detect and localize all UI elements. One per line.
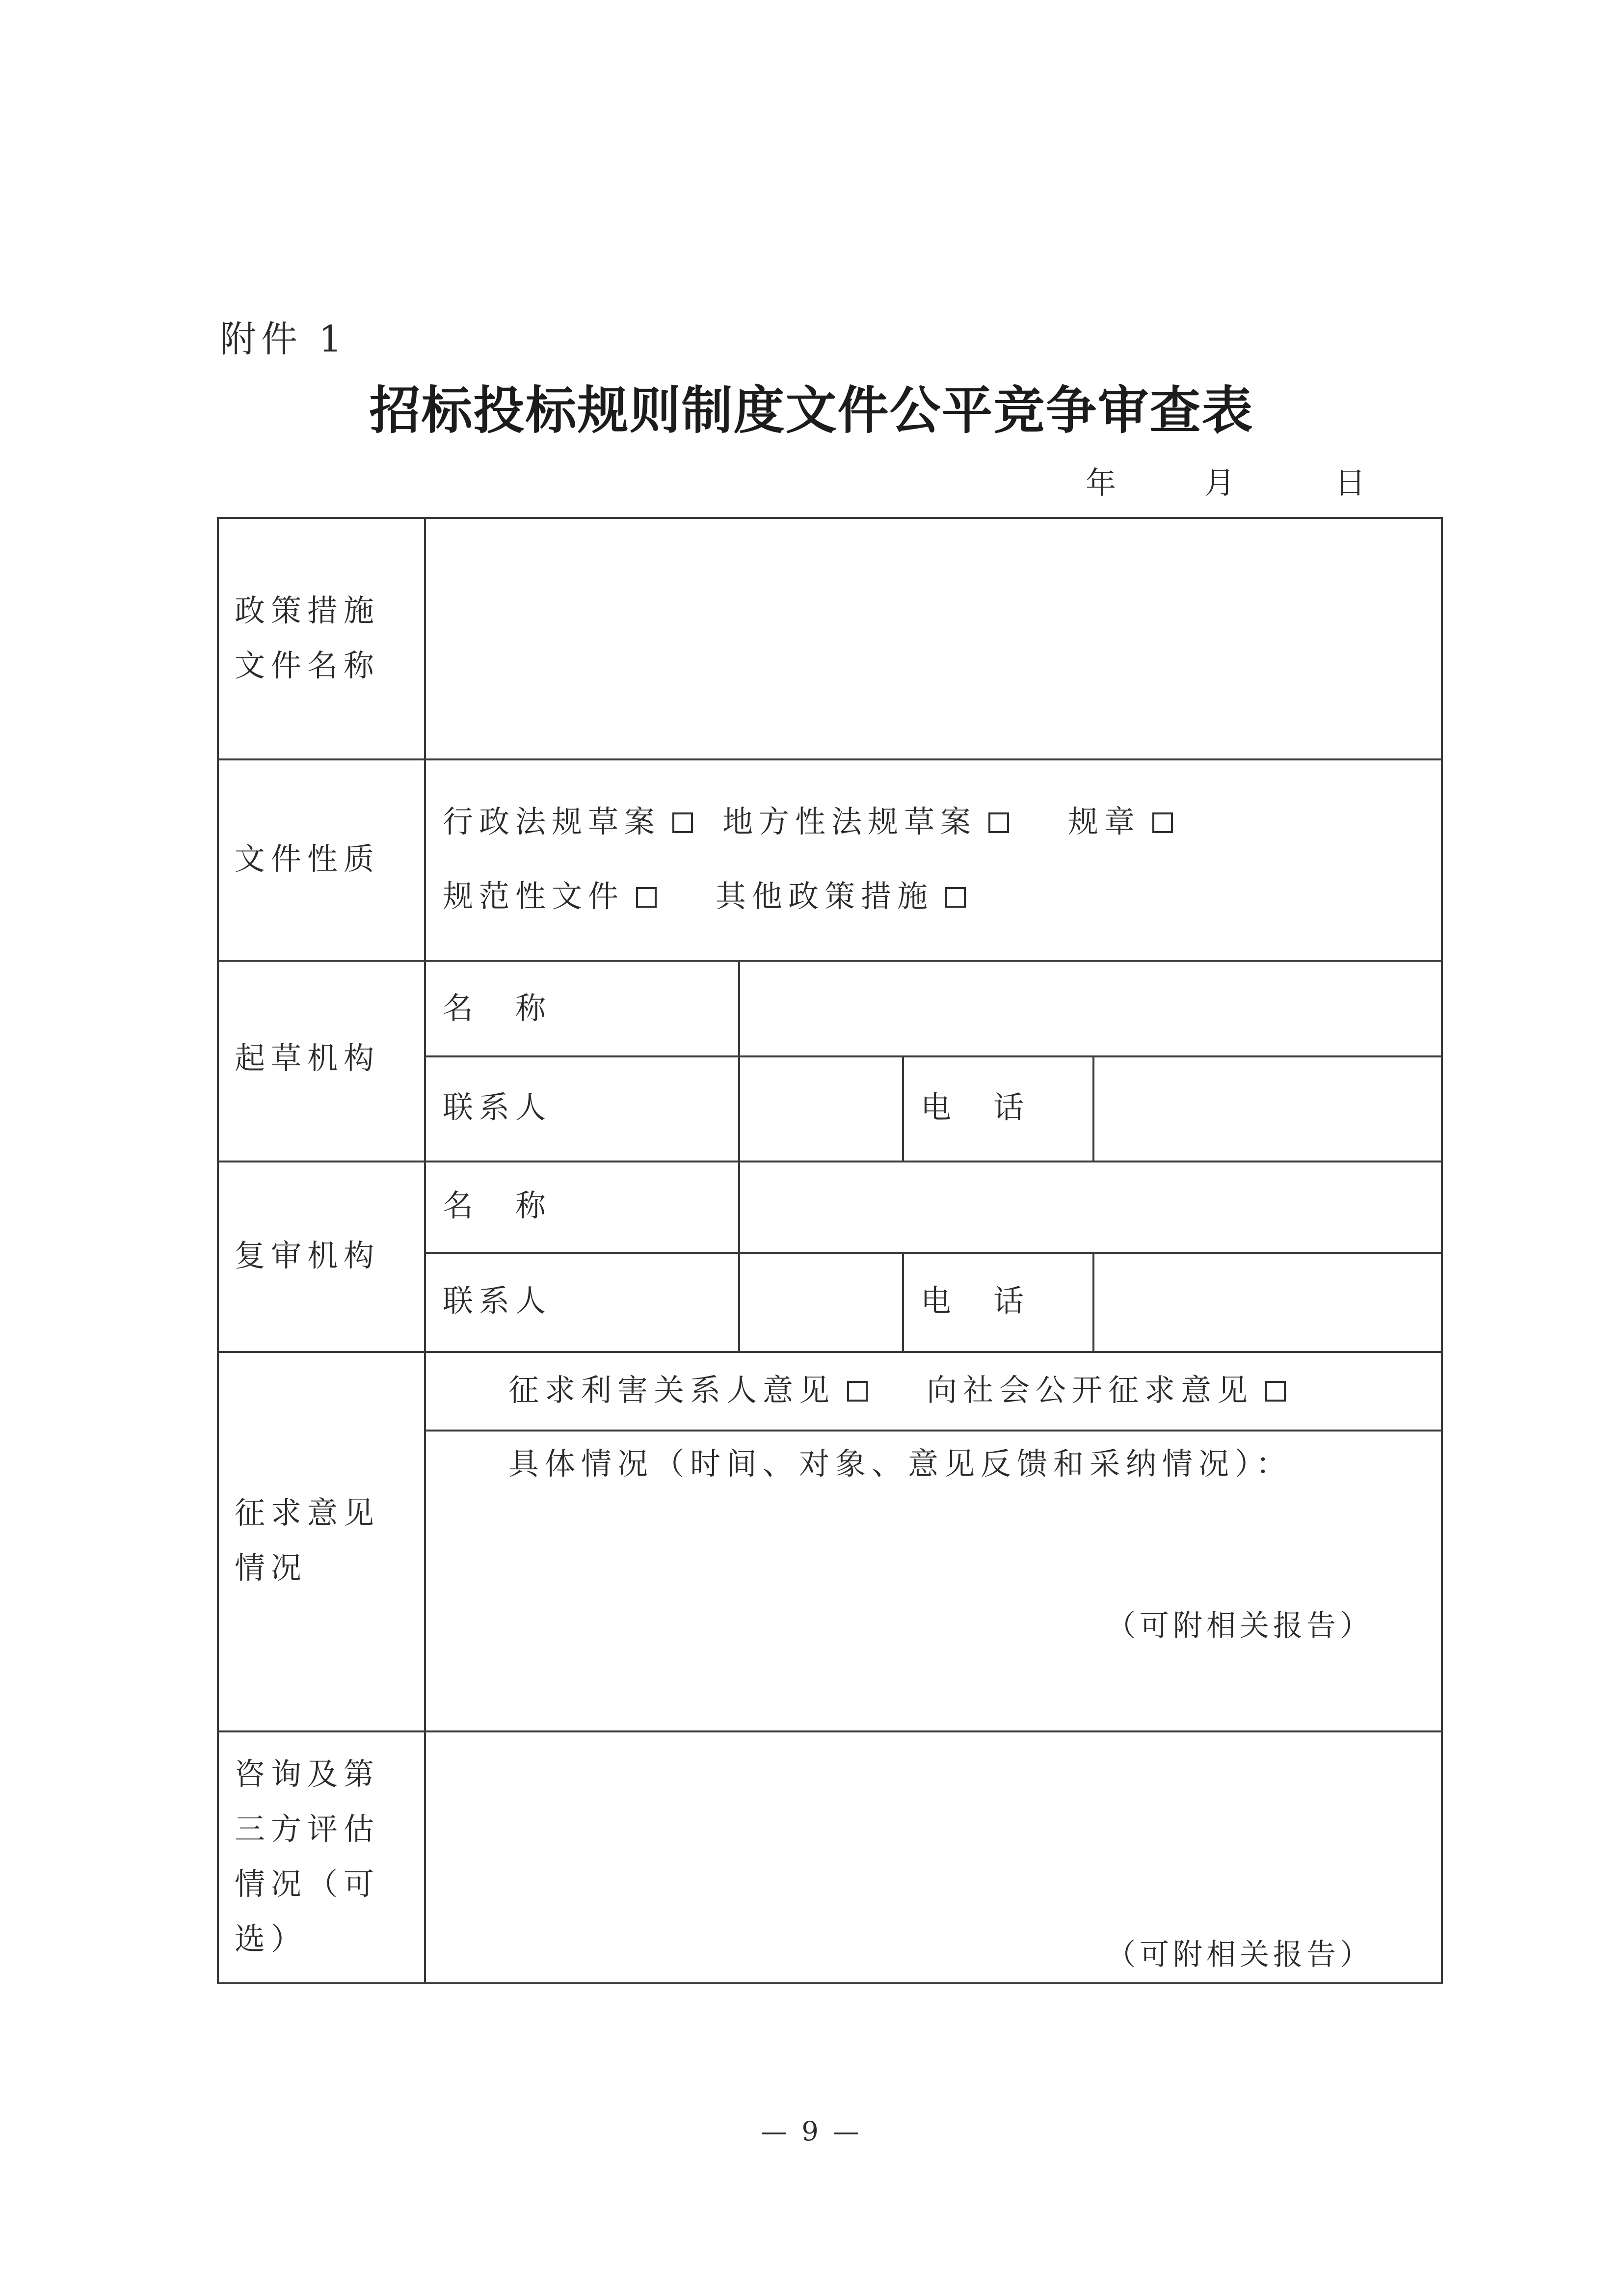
consultation-field[interactable] bbox=[427, 1733, 1439, 1930]
review-org-name-label: 名 称 bbox=[443, 1188, 552, 1223]
row-divider bbox=[217, 1351, 1443, 1353]
attachment-label: 附件 1 bbox=[220, 318, 347, 360]
drafting-org-name-field[interactable] bbox=[741, 963, 1439, 1053]
opinion-details-field[interactable] bbox=[427, 1487, 1439, 1605]
option-normative-doc-label: 规范性文件 bbox=[443, 878, 625, 914]
option-other-policy-checkbox[interactable] bbox=[945, 887, 966, 908]
column-divider bbox=[902, 1055, 904, 1161]
row-divider bbox=[217, 758, 1443, 760]
option-other-policy-label: 其他政策措施 bbox=[716, 878, 934, 914]
option-public-label: 向社会公开征求意见 bbox=[927, 1372, 1254, 1408]
drafting-org-contact-field[interactable] bbox=[741, 1058, 900, 1159]
table-border-bottom bbox=[217, 1982, 1443, 1984]
opinion-details-prompt: 具体情况（时间、对象、意见反馈和采纳情况）： bbox=[508, 1446, 1293, 1482]
page-title: 招标投标规则制度文件公平竞争审查表 bbox=[369, 380, 1254, 440]
drafting-org-phone-field[interactable] bbox=[1095, 1058, 1439, 1159]
row-divider bbox=[425, 1430, 1443, 1432]
row-divider bbox=[217, 1730, 1443, 1732]
row-divider bbox=[425, 1055, 1443, 1057]
table-border-left bbox=[217, 517, 219, 1984]
option-stakeholders-checkbox[interactable] bbox=[847, 1381, 868, 1402]
policy-name-label: 政策措施 文件名称 bbox=[235, 593, 380, 683]
table-border-top bbox=[217, 517, 1443, 519]
row-divider bbox=[425, 1252, 1443, 1254]
column-divider bbox=[1092, 1055, 1094, 1161]
opinion-attach-note: （可附相关报告） bbox=[1106, 1609, 1373, 1643]
drafting-org-phone-label: 电 话 bbox=[921, 1089, 1030, 1125]
drafting-org-label: 起草机构 bbox=[235, 1040, 380, 1076]
date-day-label: 日 bbox=[1335, 465, 1366, 501]
option-normative-doc-checkbox[interactable] bbox=[636, 887, 657, 908]
option-rules-checkbox[interactable] bbox=[1152, 812, 1173, 833]
policy-name-field[interactable] bbox=[427, 520, 1439, 756]
doc-nature-label: 文件性质 bbox=[235, 841, 380, 877]
option-local-regulation-label: 地方性法规草案 bbox=[722, 804, 977, 839]
column-divider bbox=[424, 517, 426, 1984]
review-org-label: 复审机构 bbox=[235, 1238, 380, 1273]
doc-nature-options-line1 bbox=[443, 794, 1173, 849]
review-org-contact-field[interactable] bbox=[741, 1255, 900, 1349]
table-border-right bbox=[1441, 517, 1443, 1984]
column-divider bbox=[1092, 1252, 1094, 1351]
row-divider bbox=[217, 1161, 1443, 1162]
option-stakeholders-label: 征求利害关系人意见 bbox=[508, 1372, 836, 1408]
consultation-label: 咨询及第 三方评估 情况（可 选） bbox=[235, 1756, 380, 1957]
review-org-contact-label: 联系人 bbox=[443, 1283, 552, 1319]
review-org-name-field[interactable] bbox=[741, 1163, 1439, 1250]
option-admin-regulation-checkbox[interactable] bbox=[672, 812, 693, 833]
row-divider bbox=[217, 960, 1443, 962]
page-number: — 9 — bbox=[761, 2116, 862, 2147]
date-month-label: 月 bbox=[1204, 465, 1235, 501]
opinion-options bbox=[508, 1363, 1286, 1418]
option-public-checkbox[interactable] bbox=[1265, 1381, 1286, 1402]
review-org-phone-field[interactable] bbox=[1095, 1255, 1439, 1349]
option-rules-label: 规章 bbox=[1068, 804, 1141, 839]
option-local-regulation-checkbox[interactable] bbox=[988, 812, 1009, 833]
drafting-org-name-label: 名 称 bbox=[443, 990, 552, 1026]
doc-nature-options-line2 bbox=[443, 869, 966, 924]
consultation-attach-note: （可附相关报告） bbox=[1106, 1938, 1373, 1972]
drafting-org-contact-label: 联系人 bbox=[443, 1089, 552, 1125]
date-year-label: 年 bbox=[1086, 465, 1117, 501]
column-divider bbox=[902, 1252, 904, 1351]
option-admin-regulation-label: 行政法规草案 bbox=[443, 804, 661, 839]
opinion-label: 征求意见 情况 bbox=[235, 1495, 380, 1586]
review-org-phone-label: 电 话 bbox=[921, 1283, 1030, 1319]
column-divider bbox=[738, 960, 740, 1351]
